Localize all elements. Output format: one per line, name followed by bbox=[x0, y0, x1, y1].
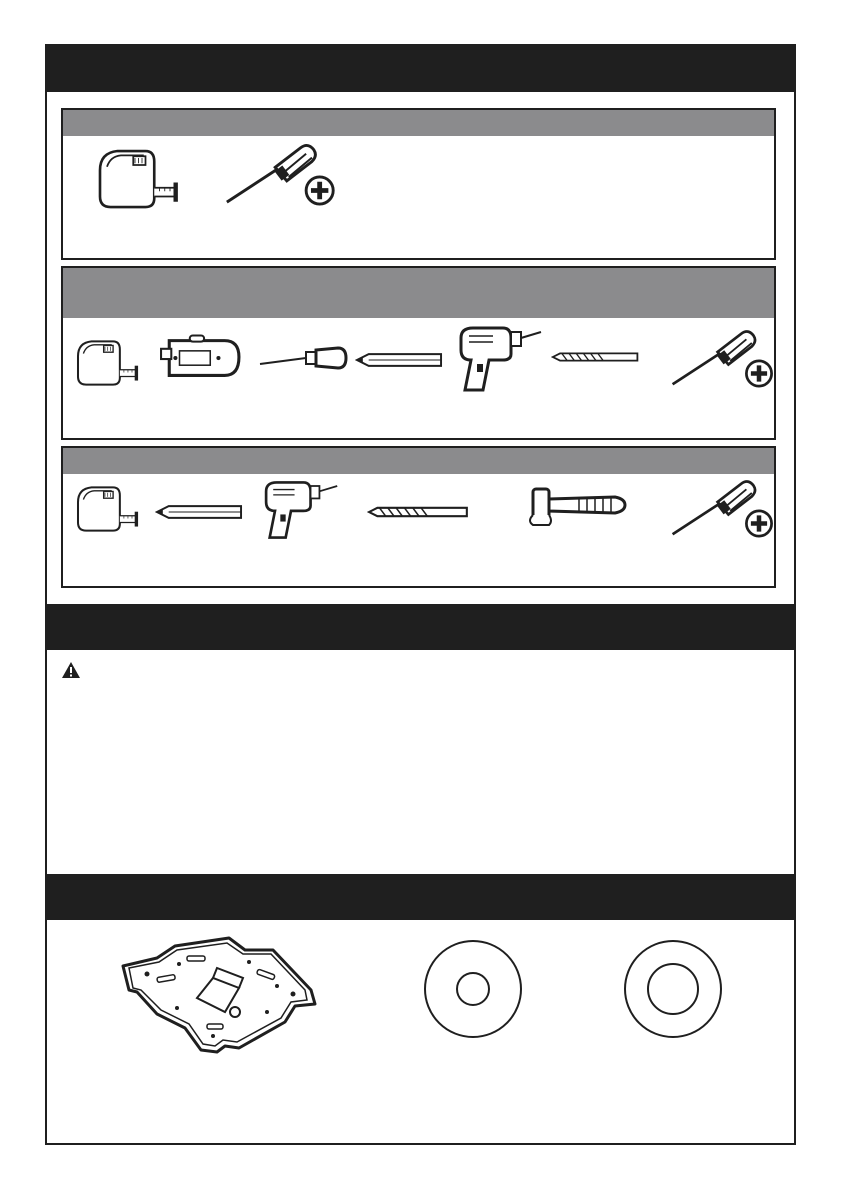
wood-stud-tools-box bbox=[61, 266, 776, 440]
parts-section-header bbox=[47, 874, 794, 920]
awl-icon bbox=[257, 344, 349, 374]
pencil-icon bbox=[155, 502, 243, 522]
phillips-screwdriver-icon bbox=[223, 142, 339, 210]
warning-triangle-icon bbox=[61, 661, 81, 684]
pencil-icon bbox=[355, 350, 443, 370]
drill-icon bbox=[259, 478, 339, 542]
masonry-drill-bit-icon bbox=[367, 504, 471, 520]
phillips-screwdriver-icon bbox=[669, 328, 777, 392]
drywall-tools-box bbox=[61, 108, 776, 260]
tape-measure-icon bbox=[91, 144, 179, 214]
hammer-icon bbox=[519, 486, 629, 528]
tape-measure-icon bbox=[71, 482, 139, 536]
instruction-page bbox=[45, 44, 796, 1145]
drill-icon bbox=[453, 324, 543, 394]
drill-bit-icon bbox=[551, 350, 641, 364]
washer-large-hole-icon bbox=[622, 938, 724, 1045]
tape-measure-icon bbox=[71, 336, 139, 390]
stud-finder-icon bbox=[159, 334, 241, 380]
wall-plate-icon bbox=[117, 932, 317, 1063]
phillips-screwdriver-icon bbox=[669, 478, 777, 542]
tools-section-header bbox=[47, 46, 794, 92]
wood-stud-tools-header bbox=[63, 268, 774, 318]
drywall-tools-header bbox=[63, 110, 774, 136]
concrete-tools-header bbox=[63, 448, 774, 474]
warning-section-header bbox=[47, 604, 794, 650]
washer-small-hole-icon bbox=[422, 938, 524, 1045]
concrete-tools-box bbox=[61, 446, 776, 588]
